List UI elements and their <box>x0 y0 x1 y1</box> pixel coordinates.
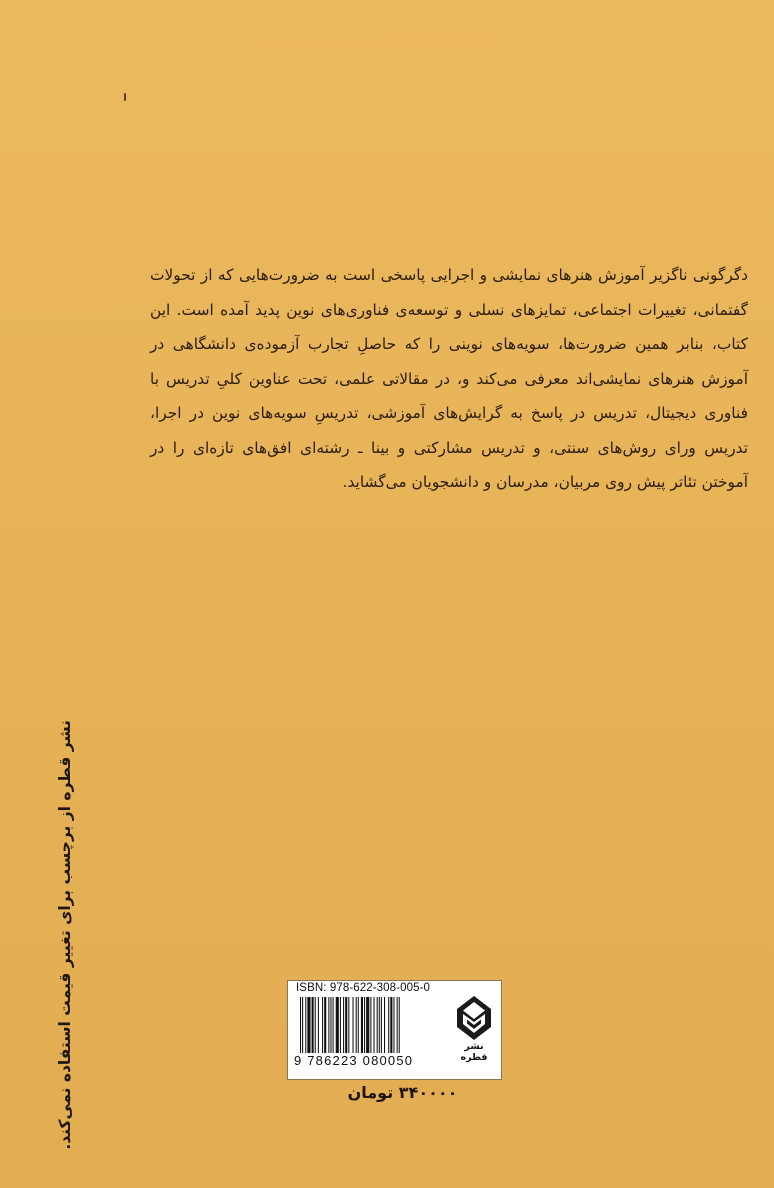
barcode-digits: 9 786223 080050 <box>294 1053 414 1068</box>
droplet-logo-icon <box>454 995 494 1041</box>
print-mark <box>124 93 126 101</box>
price: ۳۴۰۰۰۰ تومان <box>347 1083 458 1102</box>
publisher-name: نشر قطره <box>460 1041 488 1063</box>
isbn-label: ISBN: 978-622-308-005-0 <box>296 982 430 994</box>
barcode <box>298 997 448 1053</box>
barcode-sticker <box>287 980 502 1080</box>
blurb-paragraph: دگرگونی ناگزیر آموزش هنرهای نمایشی و اجرایی پاسخی است به ضرورت‌هایی که از تحولات گفتمانی، تغییرات اجتماعی، تمایزهای نسلی و توسعه‌ی فناوری‌های نوین پدید آمده است. این کتاب، بنابر همین ضرورت‌ها، سویه‌های نوینی را که حاصلِ تجارب آزموده‌ی دانشگاهی در آموزش هنرهای نمایشی‌اند معرفی می‌کند و، در مقالاتی علمی، تحت عناوین کلیِ تدریس با فناوری دیجیتال، تدریس در پاسخ به گرایش‌های آموزشی، تدریسِ سویه‌های نوین در اجرا، تدریس ورای روش‌های سنتی، و تدریس مشارکتی و بینا ـ رشته‌ای افق‌های تازه‌ای را در آموختن تئاتر پیش روی مربیان، مدرسان و دانشجویان می‌گشاید. <box>150 266 748 491</box>
price-label-note: نشر قطره از برچسب برای تغییر قیمت استفاده نمی‌کند. <box>56 720 74 1150</box>
blurb-text <box>150 258 748 500</box>
